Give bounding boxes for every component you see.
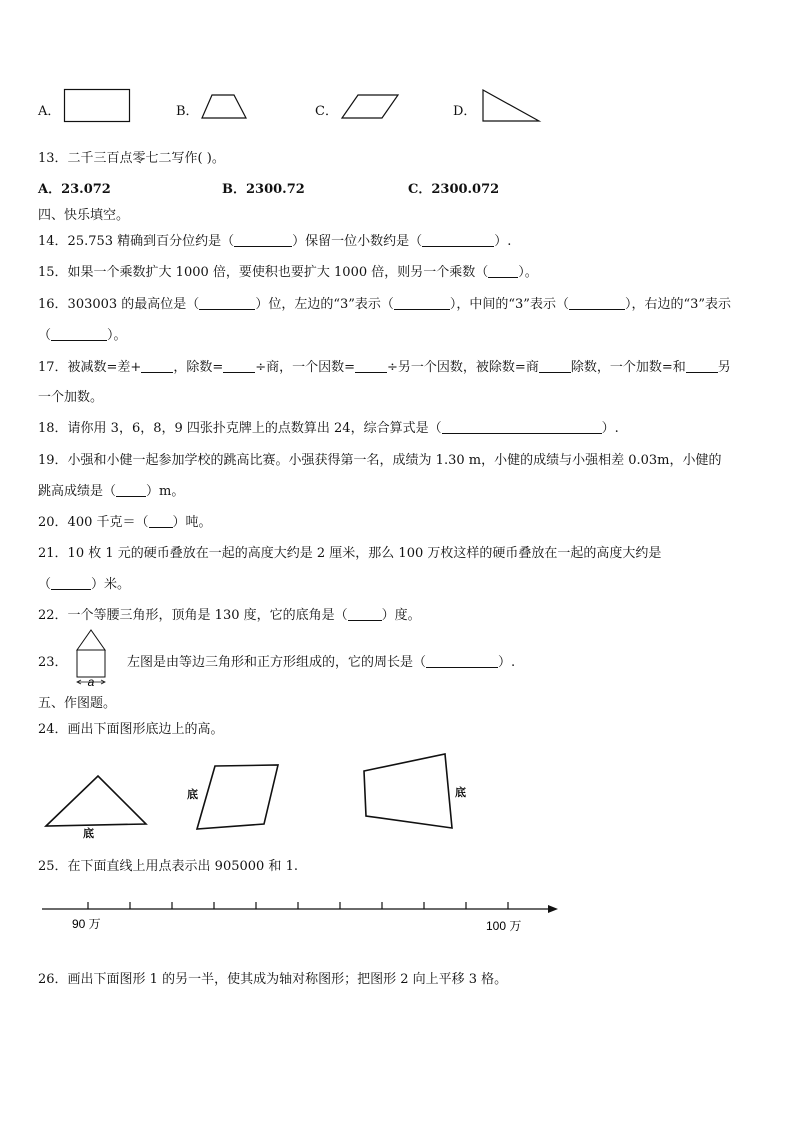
q23-question: 左图是由等边三角形和正方形组成的，它的周长是（ ）. [127, 655, 516, 670]
answer-blank[interactable] [539, 360, 571, 373]
q17-question-line2: 一个加数。 [38, 390, 104, 405]
base-label: 底 [455, 787, 466, 799]
base-label: 底 [83, 828, 94, 840]
answer-blank[interactable] [348, 608, 382, 621]
answer-blank[interactable] [569, 297, 625, 310]
section-5-heading: 五、作图题。 [38, 696, 117, 711]
option-b-label: B． [176, 104, 199, 119]
q16-question-line1: 16．303003 的最高位是（ ）位，左边的“3”表示（ ），中间的“3”表示（ ），右边的“3”表示 [38, 297, 732, 312]
option-c-label: C． [315, 104, 338, 119]
answer-blank[interactable] [116, 484, 146, 497]
q26-question: 26．画出下面图形 1 的另一半，使其成为轴对称图形；把图形 2 向上平移 3 格。 [38, 972, 508, 987]
q14-question: 14．25.753 精确到百分位约是（ ）保留一位小数约是（ ）. [38, 234, 512, 249]
parallelogram-figure [185, 760, 295, 840]
q21-question-line1: 21．10 枚 1 元的硬币叠放在一起的高度大约是 2 厘米，那么 100 万枚这样的硬币叠放在一起的高度大约是 [38, 546, 662, 561]
house-figure [68, 627, 128, 689]
answer-blank[interactable] [51, 328, 107, 341]
option-d-label: D． [453, 104, 477, 119]
trapezoid-shape [200, 94, 250, 124]
q19-question-line2: 跳高成绩是（ ）m。 [38, 484, 185, 499]
right-tick-label: 100 万 [486, 919, 522, 933]
answer-blank[interactable] [394, 297, 450, 310]
q13-question: 13．二千三百点零七二写作( )。 [38, 151, 225, 166]
rectangle-shape [64, 89, 134, 125]
answer-blank[interactable] [488, 265, 518, 278]
left-tick-label: 90 万 [72, 917, 101, 931]
answer-blank[interactable] [199, 297, 255, 310]
q13-option-a: A．23.072 [38, 182, 111, 197]
option-a-label: A． [38, 104, 61, 119]
q17-question-line1: 17．被减数=差+ ，除数= ÷商，一个因数= ÷另一个因数，被除数=商 除数，一个加数=和 另 [38, 360, 731, 375]
q24-question: 24．画出下面图形底边上的高。 [38, 722, 224, 737]
tick-marks [88, 902, 508, 909]
answer-blank[interactable] [442, 421, 602, 434]
answer-blank[interactable] [686, 360, 718, 373]
q13-option-b: B．2300.72 [222, 182, 305, 197]
q22-question: 22．一个等腰三角形，顶角是 130 度，它的底角是（ ）度。 [38, 608, 421, 623]
q25-question: 25．在下面直线上用点表示出 905000 和 1. [38, 859, 298, 874]
answer-blank[interactable] [51, 577, 91, 590]
q20-question: 20．400 千克＝（ ）吨。 [38, 515, 212, 530]
answer-blank[interactable] [426, 655, 498, 668]
q15-question: 15．如果一个乘数扩大 1000 倍，要使积也要扩大 1000 倍，则另一个乘数（ ）。 [38, 265, 538, 280]
base-label: 底 [187, 789, 198, 801]
triangle-figure [40, 758, 160, 838]
q16-question-line2: （ ）。 [38, 328, 127, 343]
answer-blank[interactable] [355, 360, 387, 373]
answer-blank[interactable] [141, 360, 173, 373]
answer-blank[interactable] [149, 515, 173, 528]
section-4-heading: 四、快乐填空。 [38, 208, 130, 223]
right-triangle-shape [481, 89, 541, 125]
answer-blank[interactable] [422, 234, 494, 247]
trapezoid-figure [360, 752, 490, 832]
side-a-label: a [87, 675, 95, 689]
q23-number: 23． [38, 655, 68, 670]
q21-question-line2: （ ）米。 [38, 577, 131, 592]
q13-option-c: C．2300.072 [408, 182, 500, 197]
number-line [40, 896, 570, 936]
parallelogram-shape [340, 94, 400, 124]
q19-question-line1: 19．小强和小健一起参加学校的跳高比赛。小强获得第一名，成绩为 1.30 m，小健的成绩与小强相差 0.03m，小健的 [38, 453, 722, 468]
answer-blank[interactable] [223, 360, 255, 373]
q18-question: 18．请你用 3，6，8，9 四张扑克牌上的点数算出 24，综合算式是（ ）. [38, 421, 619, 436]
answer-blank[interactable] [234, 234, 292, 247]
